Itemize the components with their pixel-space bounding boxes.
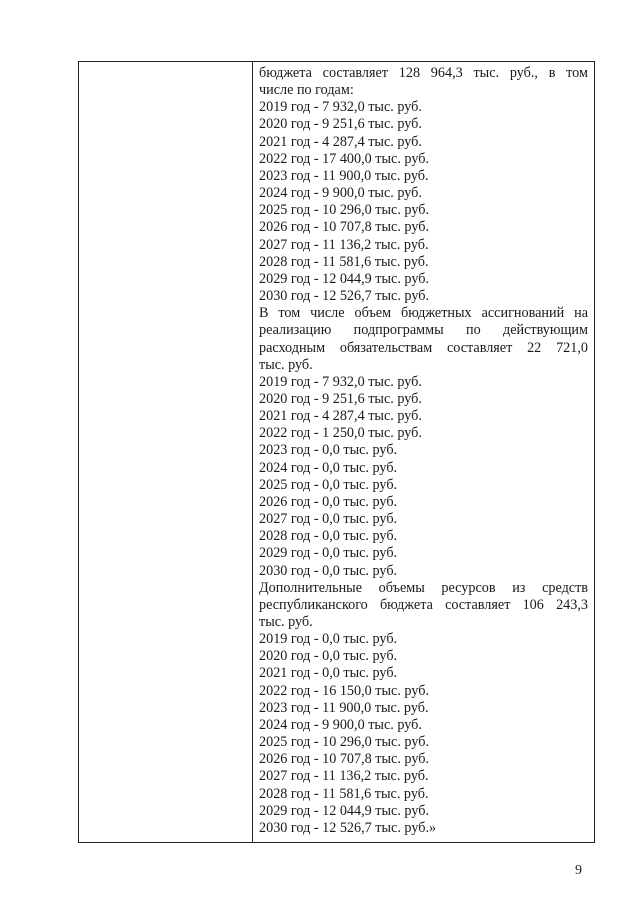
year-line: 2025 год - 10 296,0 тыс. руб. — [259, 202, 430, 219]
text-line: тыс. руб. — [259, 614, 313, 630]
year-line: 2023 год - 11 900,0 тыс. руб. — [259, 167, 429, 184]
year-line: 2024 год - 9 900,0 тыс. руб. — [259, 716, 422, 733]
page-number: 9 — [575, 863, 582, 878]
document-table — [78, 61, 595, 843]
year-line: 2025 год - 10 296,0 тыс. руб. — [259, 734, 430, 751]
year-line: 2019 год - 7 932,0 тыс. руб. — [259, 373, 422, 390]
year-line: 2026 год - 0,0 тыс. руб. — [259, 493, 398, 510]
year-line: 2023 год - 11 900,0 тыс. руб. — [259, 699, 429, 716]
table-left-cell — [79, 62, 253, 842]
text-line: Дополнительные объемы ресурсов из средств — [259, 579, 588, 596]
year-line: 2024 год - 9 900,0 тыс. руб. — [259, 185, 422, 202]
year-line: 2022 год - 16 150,0 тыс. руб. — [259, 682, 430, 699]
text-line: В том числе объем бюджетных ассигнований на — [259, 305, 588, 322]
year-line: 2021 год - 4 287,4 тыс. руб. — [259, 408, 422, 425]
year-line: 2030 год - 12 526,7 тыс. руб. — [259, 288, 430, 305]
year-line: 2020 год - 9 251,6 тыс. руб. — [259, 390, 422, 407]
year-line: 2025 год - 0,0 тыс. руб. — [259, 476, 398, 493]
year-line: 2027 год - 0,0 тыс. руб. — [259, 511, 398, 528]
year-line: 2020 год - 9 251,6 тыс. руб. — [259, 116, 422, 133]
year-line: 2024 год - 0,0 тыс. руб. — [259, 459, 398, 476]
year-line: 2019 год - 7 932,0 тыс. руб. — [259, 99, 422, 116]
year-line: 2030 год - 12 526,7 тыс. руб.» — [259, 819, 437, 836]
text-line: расходным обязательствам составляет 22 721,0 — [259, 339, 588, 356]
year-line: 2027 год - 11 136,2 тыс. руб. — [259, 236, 429, 253]
year-line: 2027 год - 11 136,2 тыс. руб. — [259, 768, 429, 785]
text-line: числе по годам: — [259, 82, 354, 99]
year-line: 2026 год - 10 707,8 тыс. руб. — [259, 751, 430, 768]
year-line: 2019 год - 0,0 тыс. руб. — [259, 631, 398, 648]
year-line: 2022 год - 17 400,0 тыс. руб. — [259, 150, 430, 167]
year-line: 2030 год - 0,0 тыс. руб. — [259, 562, 398, 579]
year-line: 2028 год - 0,0 тыс. руб. — [259, 528, 398, 545]
year-line: 2022 год - 1 250,0 тыс. руб. — [259, 425, 422, 442]
year-line: 2029 год - 12 044,9 тыс. руб. — [259, 802, 430, 819]
text-line: реализацию подпрограммы по действующим — [259, 322, 588, 339]
year-line: 2021 год - 4 287,4 тыс. руб. — [259, 133, 422, 150]
year-line: 2028 год - 11 581,6 тыс. руб. — [259, 785, 429, 802]
table-right-cell — [253, 62, 594, 842]
text-line: тыс. руб. — [259, 356, 313, 373]
year-line: 2021 год - 0,0 тыс. руб. — [259, 665, 398, 682]
text-line: бюджета составляет 128 964,3 тыс. руб., в том — [259, 65, 588, 81]
year-line: 2028 год - 11 581,6 тыс. руб. — [259, 253, 429, 270]
text-line: республиканского бюджета составляет 106 243,3 — [259, 596, 588, 613]
year-line: 2023 год - 0,0 тыс. руб. — [259, 442, 398, 459]
year-line: 2026 год - 10 707,8 тыс. руб. — [259, 219, 430, 236]
year-line: 2029 год - 12 044,9 тыс. руб. — [259, 270, 430, 287]
year-line: 2029 год - 0,0 тыс. руб. — [259, 545, 398, 562]
year-line: 2020 год - 0,0 тыс. руб. — [259, 648, 398, 665]
